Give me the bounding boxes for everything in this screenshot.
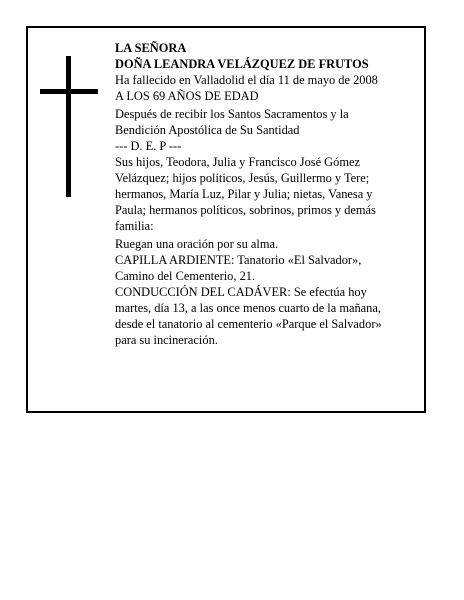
cross-vertical-bar <box>66 56 71 197</box>
prayer-line: Ruegan una oración por su alma. <box>115 237 279 251</box>
sacraments-line-1: Después de recibir los Santos Sacramentos y la <box>115 107 349 121</box>
chapel-line-1: CAPILLA ARDIENTE: Tanatorio «El Salvador», <box>115 253 362 267</box>
family-line-1: Sus hijos, Teodora, Julia y Francisco José Gómez <box>115 155 360 169</box>
conduction-line-3: desde el tanatorio al cementerio «Parque el Salvador» <box>115 317 382 331</box>
conduction-label: CONDUCCIÓN DEL CADÁVER: <box>115 285 291 299</box>
dep-line: --- D. E. P --- <box>115 139 182 153</box>
cross-icon <box>40 56 98 197</box>
sacraments-line-2: Bendición Apostólica de Su Santidad <box>115 123 300 137</box>
family-line-2: Velázquez; hijos políticos, Jesús, Guillermo y Tere; <box>115 171 370 185</box>
family-line-4: Paula; hermanos políticos, sobrinos, primos y demás <box>115 203 376 217</box>
family-line-3: hermanos, María Luz, Pilar y Julia; nietas, Vanesa y <box>115 187 373 201</box>
conduction-text-1: Se efectúa hoy <box>290 285 367 299</box>
chapel-line-2: Camino del Cementerio, 21. <box>115 269 256 283</box>
notice-title: LA SEÑORA <box>115 41 187 55</box>
cross-horizontal-bar <box>40 89 98 94</box>
obituary-notice <box>26 26 426 413</box>
deceased-name: DOÑA LEANDRA VELÁZQUEZ DE FRUTOS <box>115 57 369 71</box>
age-line: A LOS 69 AÑOS DE EDAD <box>115 89 259 103</box>
conduction-line-4: para su incineración. <box>115 333 218 347</box>
notice-body <box>115 40 411 348</box>
conduction-line-2: martes, día 13, a las once menos cuarto de la mañana, <box>115 301 381 315</box>
family-line-5: familia: <box>115 219 154 233</box>
death-line: Ha fallecido en Valladolid el día 11 de mayo de 2008 <box>115 73 378 87</box>
conduction-line-1 <box>115 284 411 300</box>
